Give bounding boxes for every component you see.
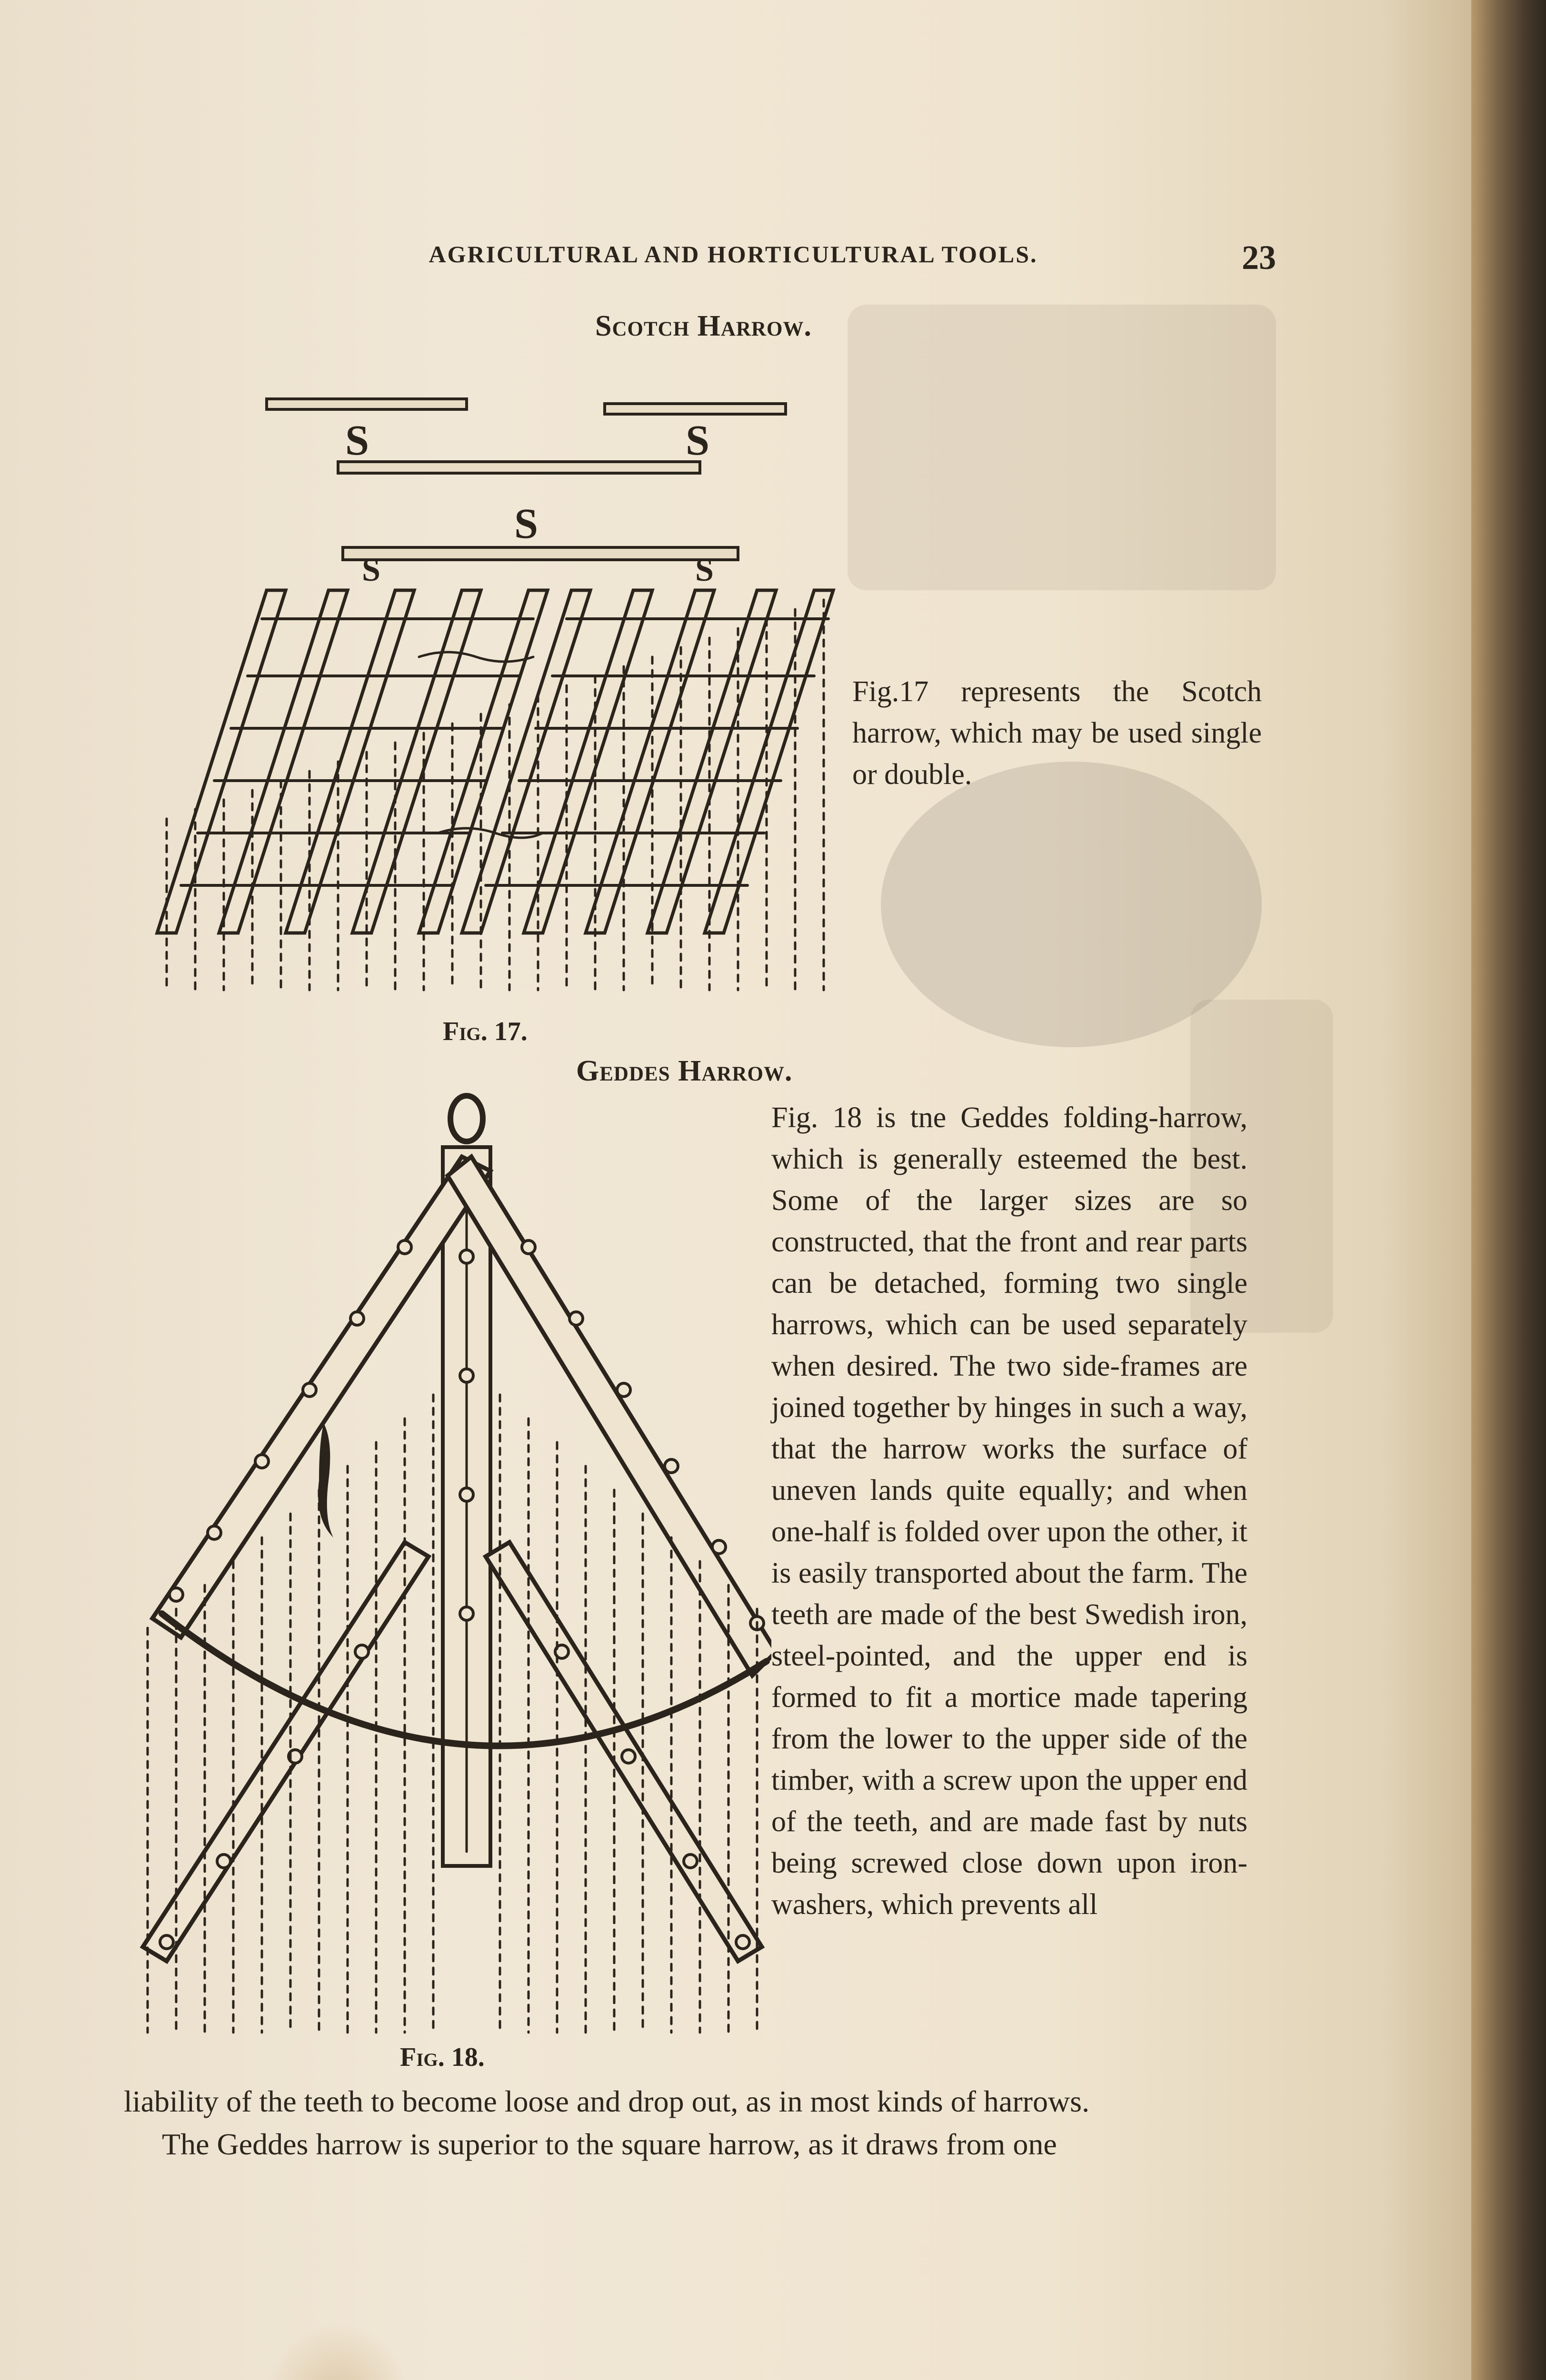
svg-text:S: S: [695, 552, 714, 588]
svg-text:S: S: [362, 552, 380, 588]
book-page-edge: [1471, 0, 1546, 2380]
svg-text:S: S: [686, 417, 710, 464]
scotch-description: Fig.17 represents the Scotch harrow, which may be used single or double.: [852, 675, 1262, 791]
svg-text:S: S: [514, 500, 539, 547]
figure-caption-18: Fig. 18.: [400, 2043, 485, 2072]
geddes-harrow-icon: [138, 1090, 771, 2037]
scotch-harrow-icon: [152, 390, 848, 1000]
page-stain: [267, 2323, 409, 2380]
body-text-line: liability of the teeth to become loose and drop out, as in most kinds of harrows.: [124, 2084, 1090, 2118]
figure-caption-17: Fig. 17.: [443, 1017, 528, 1046]
body-text-line: The Geddes harrow is superior to the square harrow, as it draws from one: [162, 2127, 1057, 2161]
geddes-harrow-illustration: [138, 1090, 771, 2037]
section-heading-geddes: Geddes Harrow.: [576, 1055, 793, 1087]
show-through-text: [848, 305, 1276, 590]
svg-text:S: S: [345, 417, 369, 464]
geddes-description: Fig. 18 is tne Geddes folding-harrow, which is generally esteemed the best. Some of the larger sizes are so constructed, that the front and rear parts can be detached, forming two single harrows, which can be used separately when desired. The two side-frames are joined together by hinges in such a way, that the harrow works the surface of uneven lands quite equally; and when one-half is folded over upon the other, it is easily transported about the farm. The teeth are made of the best Swedish iron, steel-pointed, and the upper end is formed to fit a mortice made tapering from the lower to the upper side of the timber, with a screw upon the upper end of the teeth, and are made fast by nuts being screwed close down upon iron-washers, which prevents all: [771, 1101, 1247, 1921]
scotch-harrow-illustration: [152, 390, 848, 1000]
section-heading-scotch: Scotch Harrow.: [595, 310, 812, 342]
running-head: AGRICULTURAL AND HORTICULTURAL TOOLS.: [429, 241, 1038, 268]
page-number: 23: [1242, 238, 1276, 277]
